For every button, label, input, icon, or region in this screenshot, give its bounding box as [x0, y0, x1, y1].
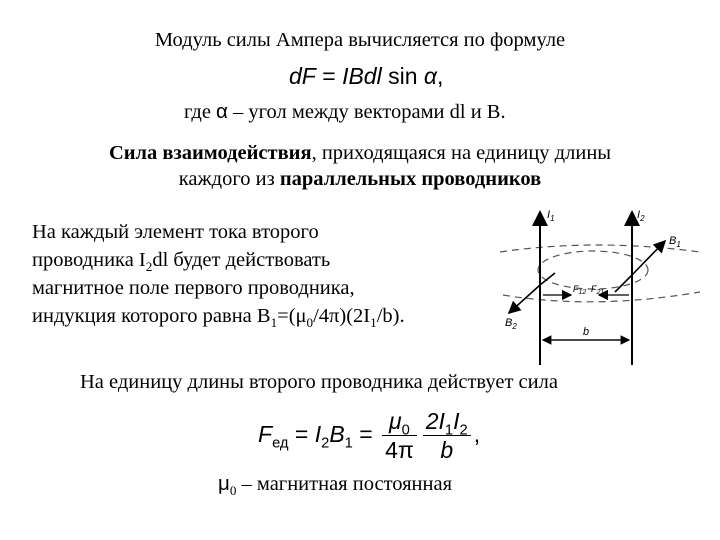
label-i2: $I_2$: [637, 209, 645, 223]
vector-b2: [509, 285, 540, 313]
intro-line: Модуль силы Ампера вычисляется по формуле: [154, 29, 566, 51]
parallel-conductors-line: каждого из параллельных проводников: [178, 168, 542, 190]
fraction-currents-over-b: $\frac{2I_1I_2}{b}$: [423, 408, 471, 463]
label-i1: $I_1$: [547, 209, 555, 223]
paragraph-line-2: проводника $I_2dl$ будет действовать: [32, 249, 331, 275]
force-per-length-line: На единицу длины второго проводника действует сила: [80, 371, 558, 393]
paragraph-line-3: магнитное поле первого проводника,: [32, 277, 355, 299]
paragraph-line-1: На каждый элемент тока второго: [32, 221, 319, 243]
mu0-definition: $\mu_0$ – магнитная постоянная: [218, 472, 453, 499]
force-per-length-formula: $F_{ед} = I_2B_1$ = $\frac{\mu_0}{4\pi}$ $\frac{2I_1I_2}{b}$ ,: [258, 408, 481, 464]
ampere-force-formula: dF = IBdl sin α,: [289, 63, 444, 89]
label-f12: $F_{12}$: [573, 284, 587, 296]
vector-b1-tail: [615, 275, 632, 292]
fraction-mu0-over-4pi: $\frac{\mu_0}{4\pi}$: [382, 408, 417, 463]
parallel-conductors-diagram: [495, 200, 700, 370]
angle-definition: где α – угол между векторами dl и B.: [184, 100, 506, 123]
label-b2: $B_2$: [505, 317, 517, 331]
paragraph-line-4: индукция которого равна $B_1=(\mu_0/4\pi)(2I_1/b)$.: [32, 305, 405, 331]
interaction-force-line: Сила взаимодействия, приходящаяся на единицу длины: [108, 142, 612, 164]
label-f21: $F_{21}$: [591, 284, 605, 296]
label-b1: $B_1$: [669, 235, 681, 249]
label-b-distance: b: [583, 326, 590, 338]
